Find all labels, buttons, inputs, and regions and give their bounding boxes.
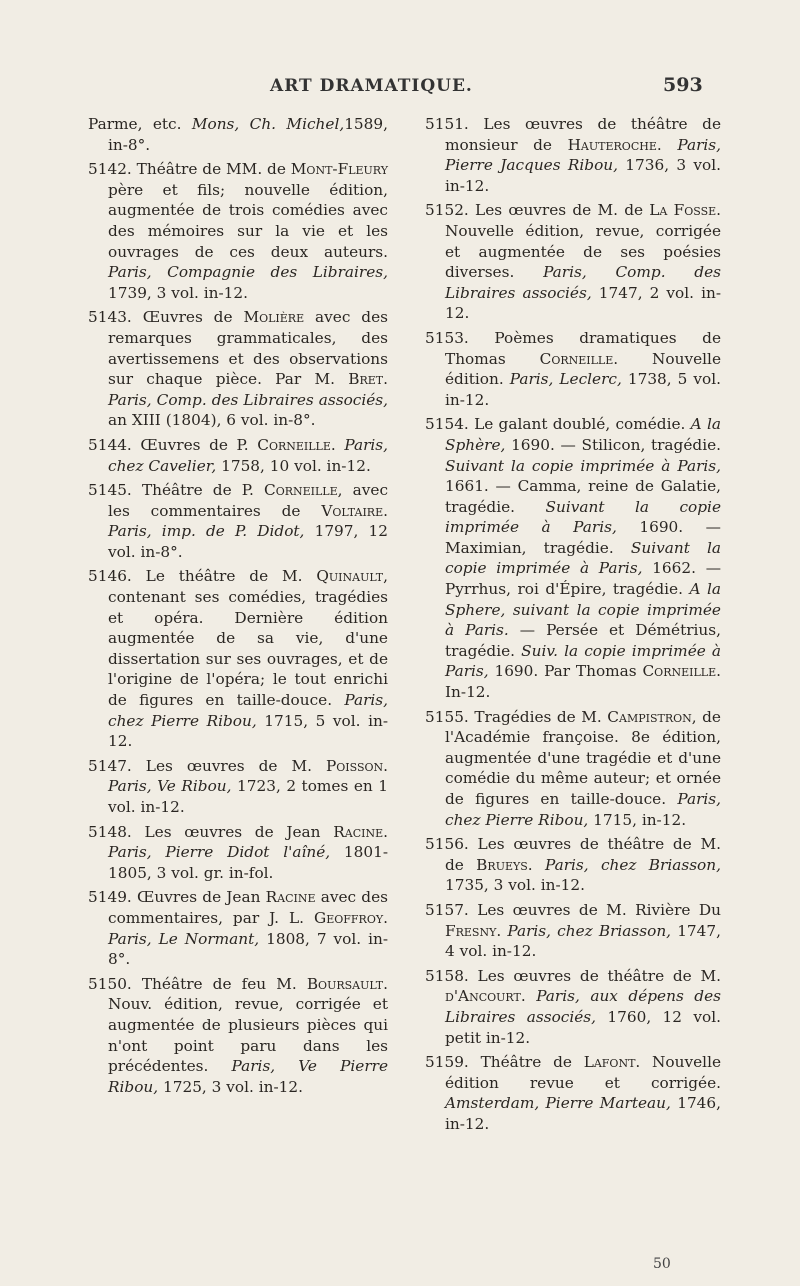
catalogue-entry (425, 1052, 721, 1134)
entry-text: . Nouvelle édition. (445, 349, 721, 389)
catalogue-entry (88, 159, 388, 303)
catalogue-entry (425, 900, 721, 962)
author-name: Voltaire (321, 501, 384, 520)
imprint: Suivant la copie imprimée à Paris, (445, 538, 721, 578)
imprint: Paris, Le Normant, (108, 929, 260, 948)
entry-text: . (520, 987, 537, 1006)
entry-number: 5159. (425, 1053, 481, 1072)
author-name: Corneille (263, 481, 338, 500)
entry-text: Le théâtre de M. (145, 567, 317, 586)
entry-number: 5155. (425, 707, 475, 726)
entry-text: , avec les commentaires de (108, 481, 389, 520)
imprint: Paris, chez Briasson, (507, 921, 672, 940)
entry-text: . (527, 855, 545, 874)
entry-text: . Nouv. édition, revue, corrigée et augmentée de plusieurs pièces qui n'ont point paru dans les précédentes. (108, 974, 388, 1076)
author-name: La Fosse (649, 201, 717, 220)
imprint: Suivant la copie imprimée à Paris, (445, 497, 721, 537)
catalogue-entry (88, 566, 388, 751)
author-name: Geoffroy (314, 908, 384, 927)
author-name: Racine (265, 888, 316, 907)
entry-text: . (330, 435, 345, 454)
entry-text: Tragédies de M. (474, 707, 608, 726)
entry-text: Les œuvres de théâtre de M. de (445, 835, 721, 874)
author-name: Hauteroche (567, 135, 657, 154)
entry-text: Théâtre de (480, 1053, 584, 1072)
entry-number: 5148. (88, 822, 145, 841)
imprint: Paris, Ve Ribou, (108, 777, 232, 796)
entry-text: Théâtre de MM. de (136, 160, 291, 179)
entry-text: 1747, 2 vol. in-12. (445, 283, 721, 323)
entry-text: . (656, 135, 678, 154)
catalogue-entry (425, 966, 721, 1048)
entry-text: avec des commentaires, par J. L. (108, 888, 388, 927)
author-name: Fresny (445, 921, 497, 940)
catalogue-entry (425, 834, 721, 896)
entry-number: 5147. (88, 756, 146, 775)
catalogue-entry (88, 887, 388, 969)
entry-text: . (383, 370, 388, 389)
entry-text: 1738, 5 vol. in-12. (445, 370, 721, 409)
catalogue-entry (425, 200, 721, 324)
right-column (425, 114, 721, 1139)
running-title: ART DRAMATIQUE. (270, 76, 473, 96)
entry-text: Les œuvres de M. (145, 756, 326, 775)
entry-text: 1661. — Camma, reine de Galatie, tragédie. (445, 477, 721, 516)
entry-text: Les œuvres de Jean (144, 822, 334, 841)
entry-text: an XIII (1804), 6 vol. in-8°. (108, 411, 316, 430)
author-name: Poisson (325, 756, 384, 775)
entry-text: 1801-1805, 3 vol. gr. in-fol. (108, 843, 388, 882)
entry-text: 1725, 3 vol. in-12. (158, 1077, 303, 1096)
imprint: Paris, Compagnie des Libraires, (108, 263, 388, 282)
author-name: Boursault (306, 974, 384, 993)
author-name: Corneille (257, 435, 331, 454)
author-name: Molière (243, 308, 305, 327)
entry-text: Les œuvres de M. de (475, 201, 650, 220)
entry-number: 5150. (88, 974, 142, 993)
catalogue-entry (88, 307, 388, 431)
author-name: Bret (348, 370, 384, 389)
entry-text: Les œuvres de M. Rivière Du (477, 900, 721, 919)
author-name: d'Ancourt (445, 987, 521, 1006)
entry-number: 5158. (425, 966, 478, 985)
imprint: Paris, Pierre Jacques Ribou, (445, 135, 721, 175)
entry-number: 5151. (425, 115, 484, 133)
entry-text: 1723, 2 tomes en 1 vol. in-12. (108, 777, 388, 816)
entry-text: 1797, 12 vol. in-8°. (108, 522, 389, 561)
entry-text: . In-12. (445, 662, 721, 702)
entry-number: 5145. (88, 481, 142, 500)
imprint: Paris, Comp. des Libraires associés, (445, 263, 722, 302)
author-name: Racine (333, 822, 384, 841)
catalogue-entry (88, 114, 388, 155)
catalogue-entry (425, 114, 721, 196)
entry-text: . (383, 501, 388, 520)
entry-text: . (383, 756, 389, 775)
catalogue-entry (88, 480, 388, 562)
entry-text: 1736, 3 vol. in-12. (445, 156, 722, 195)
entry-text: 1662. — Pyrrhus, roi d'Épire, tragédie. (445, 559, 721, 599)
imprint: Paris, chez Cavelier, (108, 435, 389, 475)
entry-text: 1808, 7 vol. in-8°. (108, 929, 388, 969)
entry-text: Les œuvres de théâtre de M. (477, 966, 721, 985)
entry-text: Œuvres de P. (140, 435, 258, 454)
imprint: Paris, Comp. des Libraires associés, (108, 390, 388, 409)
entry-text: Théâtre de P. (141, 481, 264, 500)
imprint: A la Sphere, suivant la copie imprimée à Paris. (445, 580, 721, 640)
imprint: Amsterdam, Pierre Marteau, (445, 1094, 671, 1113)
imprint: Suivant la copie imprimée à Paris, (445, 456, 721, 475)
entry-text: 1746, in-12. (445, 1094, 722, 1133)
catalogue-entry (88, 974, 388, 1098)
entry-text: — Persée et Démétrius, tragédie. (445, 621, 721, 660)
entry-text: . Nouvelle édition, revue, corrigée et augmentée de ses poésies diverses. (445, 201, 722, 282)
entry-number: 5156. (425, 835, 478, 854)
entry-text: . (496, 921, 508, 940)
entry-number: 5153. (425, 328, 495, 347)
catalogue-entry (425, 328, 721, 410)
entry-text: 1758, 10 vol. in-12. (216, 456, 371, 475)
imprint: Paris, chez Pierre Ribou, (445, 790, 721, 829)
entry-text: père et fils; nouvelle édition, augmentée de trois comédies avec des mémoires sur la vie et les ouvrages de ces deux auteurs. (108, 180, 388, 261)
entry-text: avec des remarques grammaticales, des avertissemens et des observations sur chaque pièce. Par M. (108, 308, 388, 389)
entry-number: 5157. (425, 900, 478, 919)
entry-text: 1715, in-12. (588, 810, 687, 829)
author-name: Mont-Fleury (290, 160, 389, 179)
page-number: 593 (663, 74, 703, 96)
entry-text: . Nouvelle édition revue et corrigée. (445, 1053, 722, 1092)
imprint: Paris, chez Briasson, (544, 855, 721, 874)
imprint: Paris, aux dépens des Libraires associés, (445, 987, 721, 1026)
entry-number: 5154. (425, 415, 475, 434)
catalogue-entry (88, 435, 388, 476)
left-column (88, 114, 388, 1101)
entry-text: Le galant doublé, comédie. (474, 415, 691, 434)
imprint: Suiv. la copie imprimée à Paris, (445, 641, 721, 681)
entry-text: 1715, 5 vol. in-12. (108, 711, 388, 751)
entry-number: 5149. (88, 888, 137, 907)
imprint: A la Sphère, (445, 415, 721, 454)
entry-text: Les œuvres de théâtre de monsieur de (445, 115, 722, 154)
entry-text: 1760, 12 vol. petit in-12. (445, 1007, 722, 1047)
catalogue-entry (425, 414, 721, 702)
entry-text: Théâtre de feu M. (141, 974, 307, 993)
author-name: Corneille (642, 662, 717, 681)
entry-text: , contenant ses comédies, tragédies et opéra. Dernière édition augmentée de sa vie, d'une dissertation sur ses ouvrages, et de l'origine de l'opéra; le tout enrichi de figures en taille-douce. (108, 567, 388, 710)
entry-text: Œuvres de (142, 308, 244, 327)
author-name: Brueys (476, 855, 528, 874)
entry-text: Parme, etc. (88, 115, 192, 133)
entry-text: 1690. Par Thomas (488, 662, 643, 681)
author-name: Campistron (607, 707, 692, 726)
catalogue-entry (88, 822, 388, 884)
imprint: Mons, Ch. Michel, (191, 115, 345, 133)
imprint: Paris, Pierre Didot l'aîné, (108, 843, 331, 862)
entry-text: Poèmes dramatiques de Thomas (445, 328, 721, 368)
imprint: Paris, Ve Pierre Ribou, (108, 1057, 389, 1096)
author-name: Lafont (583, 1053, 636, 1072)
entry-text: . (383, 822, 388, 841)
signature-mark: 50 (653, 1256, 671, 1272)
catalogue-entry (88, 756, 388, 818)
entry-text: 1739, 3 vol. in-12. (108, 283, 248, 302)
entry-number: 5146. (88, 567, 146, 586)
entry-text: 1747, 4 vol. in-12. (445, 921, 721, 961)
imprint: Paris, chez Pierre Ribou, (108, 691, 388, 730)
entry-text: 1735, 3 vol. in-12. (445, 876, 585, 895)
entry-text: 1589, in-8°. (108, 115, 388, 154)
imprint: Paris, Leclerc, (509, 370, 622, 389)
author-name: Corneille (539, 349, 614, 368)
page-header (0, 72, 800, 102)
entry-number: 5142. (88, 160, 137, 179)
entry-text: . (383, 908, 388, 927)
entry-text: Œuvres de Jean (136, 888, 266, 907)
entry-text: , de l'Académie françoise. 8e édition, augmentée d'une tragédie et d'une comédie du même auteur; et ornée de figures en taille-douce. (445, 707, 721, 808)
entry-text: 1690. — Stilicon, tragédie. (505, 435, 721, 454)
entry-number: 5152. (425, 201, 476, 220)
imprint: Paris, imp. de P. Didot, (108, 522, 305, 541)
entry-text: 1690. — Maximian, tragédie. (445, 518, 721, 557)
author-name: Quinault (316, 567, 384, 586)
entry-number: 5143. (88, 308, 143, 327)
catalogue-entry (425, 707, 721, 831)
entry-number: 5144. (88, 435, 141, 454)
